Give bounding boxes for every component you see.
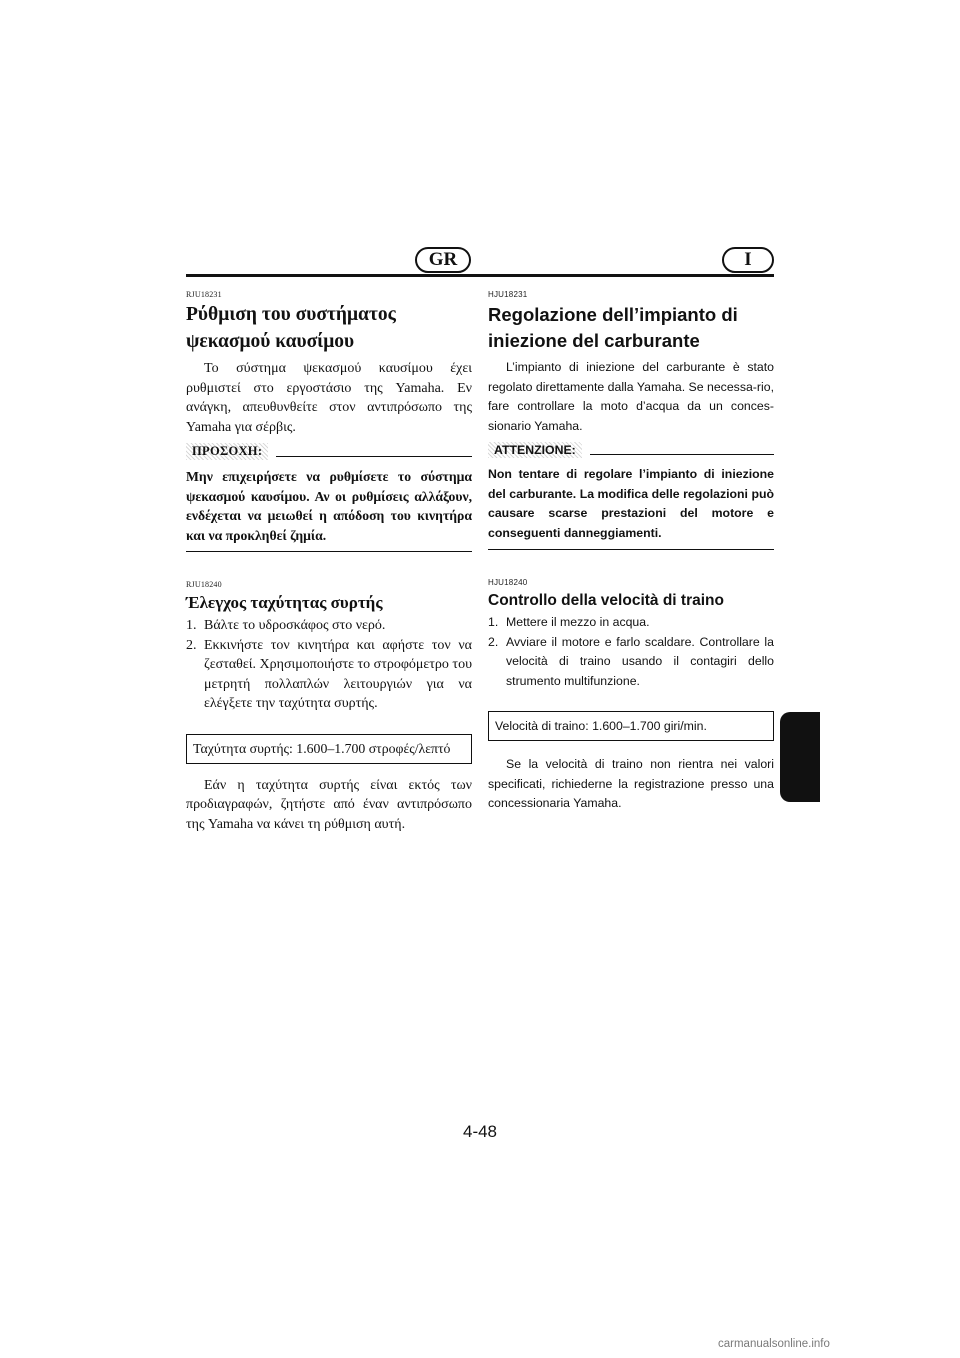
spec-box <box>488 711 774 741</box>
paragraph: Το σύστημα ψεκασμού καυσίμου έχει ρυθμιστεί στο εργοστάσιο της Yamaha. Εν ανάγκη, απευθυνθείτε στον αντιπρόσωπο της Yamaha για σέρβις. <box>186 361 472 435</box>
spec-text: Velocità di traino: 1.600–1.700 giri/min. <box>495 719 707 733</box>
list-item <box>488 613 774 633</box>
list-number: 2. <box>488 634 499 649</box>
list-text: Mettere il mezzo in acqua. <box>506 615 650 629</box>
section-code: HJU18240 <box>488 578 528 587</box>
section-title-line: iniezione del carburante <box>488 330 700 351</box>
footer-watermark[interactable]: carmanualsonline.info <box>718 1338 830 1350</box>
paragraph: Εάν η ταχύτητα συρτής είναι εκτός των προδιαγραφών, ζητήστε από έναν αντιπρόσωπο της Yamaha να κάνει τη ρύθμιση αυτή. <box>186 777 472 832</box>
list-number: 2. <box>186 637 197 653</box>
list-item <box>488 633 774 692</box>
language-badge-gr: GR <box>415 247 471 273</box>
section-title: Έλεγχος ταχύτητας συρτής <box>186 593 383 612</box>
section-title-line: Ρύθμιση του συστήματος <box>186 304 396 325</box>
language-badge-i: I <box>722 247 774 273</box>
list-number: 1. <box>186 618 197 633</box>
section-code: RJU18231 <box>186 290 222 299</box>
section-title: Controllo della velocità di traino <box>488 592 724 609</box>
chapter-tab <box>780 712 820 802</box>
section-title <box>488 302 774 354</box>
caution-text: Non tentare di regolare l’impianto di iniezione del carburante. La modifica delle regolazioni può causare scarse prestazioni del motore e conseguenti danneggiamenti. <box>488 458 774 550</box>
italian-column <box>488 290 774 814</box>
section-code: HJU18231 <box>488 290 528 299</box>
paragraph: Se la velocità di traino non rientra nei valori specificati, richiederne la registrazione presso una concessionaria Yamaha. <box>488 757 774 810</box>
list-text: Εκκινήστε τον κινητήρα και αφήστε τον να ζεσταθεί. Χρησιμοποιήστε το στροφόμετρο του μετρητή πολλαπλών λειτουργιών για να ελέγξετε την ταχύτητα συρτής. <box>204 637 472 711</box>
paragraph: L’impianto di iniezione del carburante è stato regolato direttamente dalla Yamaha. Se necessa-rio, fare controllare la moto d’acqua da un conces-sionario Yamaha. <box>488 360 774 433</box>
caution-header <box>488 442 774 458</box>
section-code: RJU18240 <box>186 580 222 589</box>
list-text: Βάλτε το υδροσκάφος στο νερό. <box>204 618 386 633</box>
caution-text: Μην επιχειρήσετε να ρυθμίσετε το σύστημα ψεκασμού καυσίμου. Αν οι ρυθμίσεις αλλάξουν, ενδέχεται να μειωθεί η απόδοση του κινητήρα και να προκληθεί ζημία. <box>186 460 472 552</box>
caution-rule <box>276 456 472 457</box>
spec-text: Ταχύτητα συρτής: 1.600–1.700 στροφές/λεπτό <box>193 740 451 756</box>
page-number: 4-48 <box>462 1122 498 1141</box>
caution-label: ATTENZIONE: <box>488 442 582 458</box>
section-title-line: ψεκασμού καυσίμου <box>186 331 355 352</box>
header-rule <box>186 274 774 277</box>
section-title <box>186 301 472 355</box>
list-number: 1. <box>488 615 499 629</box>
section-title-line: Regolazione dell’impianto di <box>488 304 738 325</box>
list-item <box>186 616 472 636</box>
greek-column <box>186 290 472 834</box>
caution-header <box>186 443 472 460</box>
caution-label: ΠΡΟΣΟΧΗ: <box>186 443 268 460</box>
spec-box <box>186 734 472 764</box>
caution-rule <box>590 454 774 455</box>
list-item <box>186 636 472 714</box>
list-text: Avviare il motore e farlo scaldare. Controllare la velocità di traino usando il contagiri dello strumento multifunzione. <box>506 634 774 688</box>
